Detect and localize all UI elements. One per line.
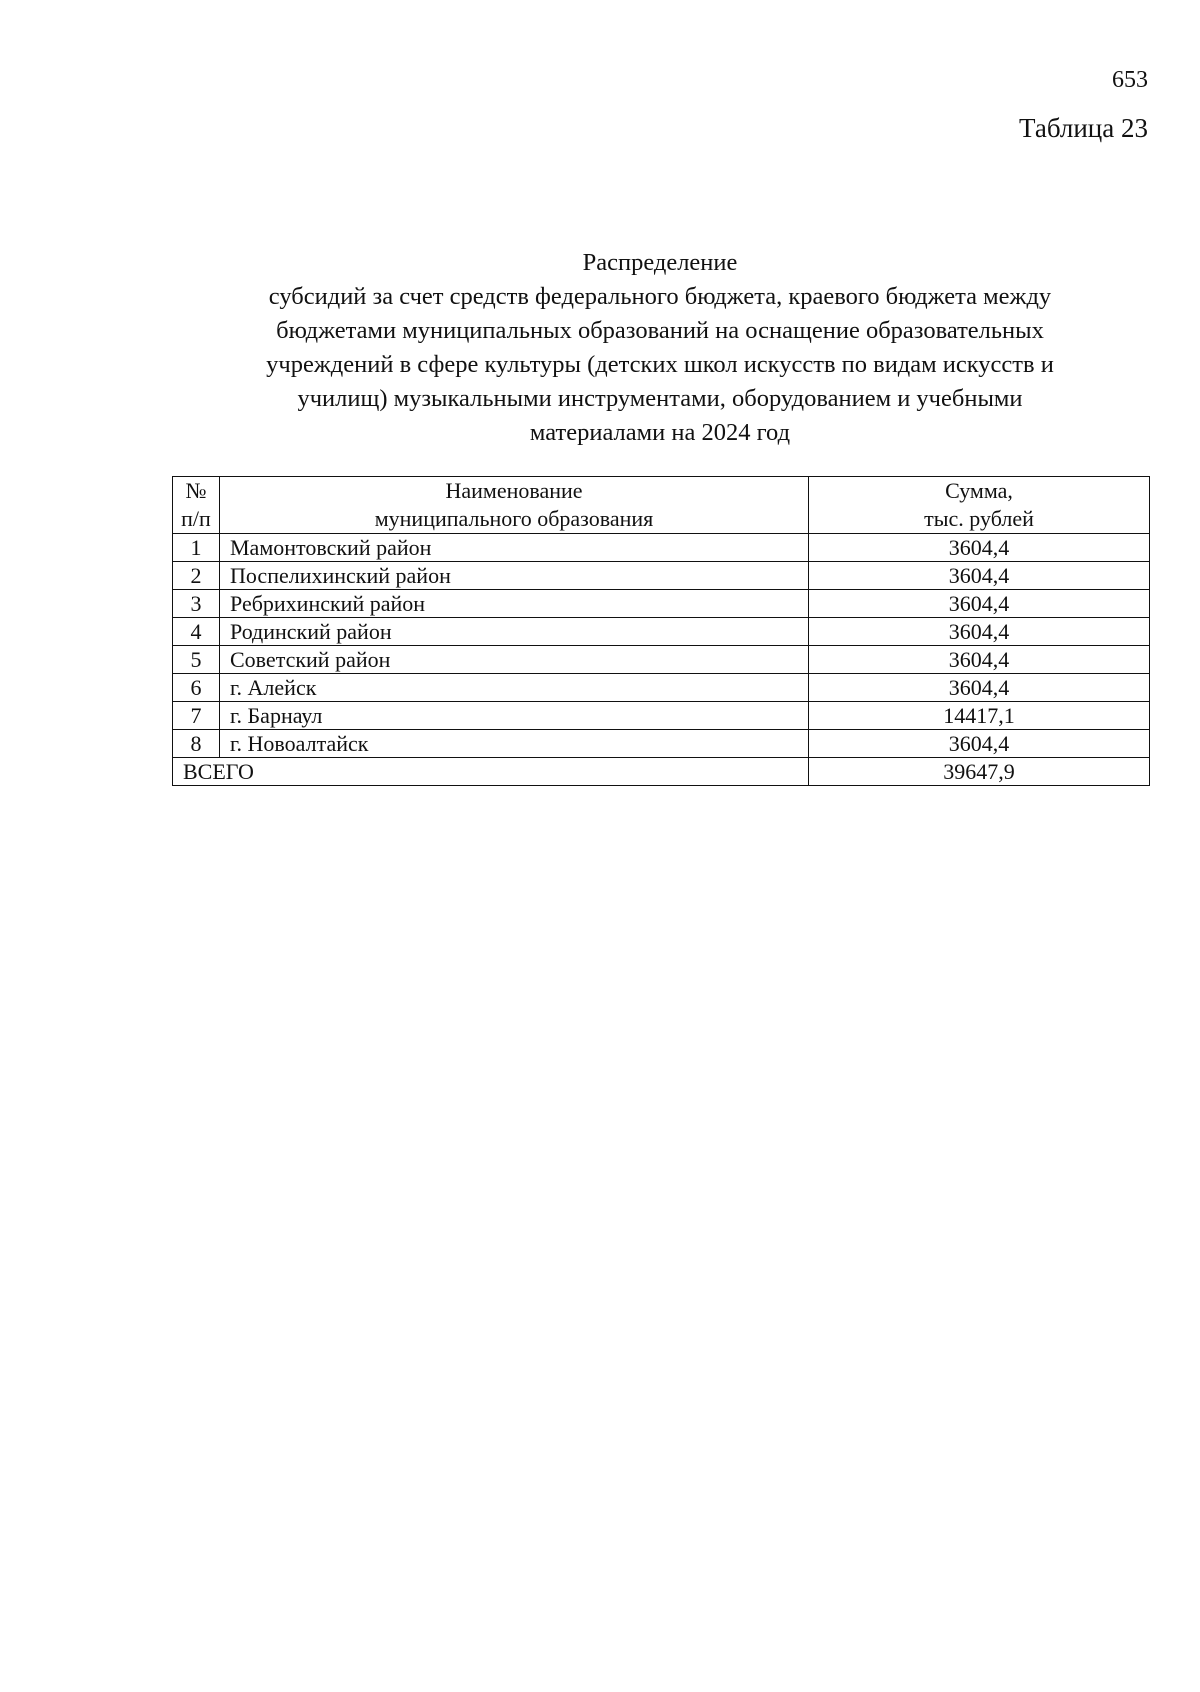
amount: 3604,4 (809, 674, 1150, 702)
amount: 3604,4 (809, 590, 1150, 618)
municipality-name: г. Алейск (220, 674, 809, 702)
header-number-line: п/п (181, 506, 211, 531)
amount: 3604,4 (809, 646, 1150, 674)
title-line: училищ) музыкальными инструментами, оборудованием и учебными (297, 385, 1023, 412)
header-sum-line: тыс. рублей (924, 506, 1034, 531)
table-row (173, 702, 1150, 730)
municipality-name: Ребрихинский район (220, 590, 809, 618)
municipality-name: г. Новоалтайск (220, 730, 809, 758)
row-number: 6 (173, 674, 220, 702)
row-number: 4 (173, 618, 220, 646)
table-row (173, 646, 1150, 674)
distribution-table (172, 476, 1150, 786)
header-number-line: № (185, 478, 207, 503)
total-label: ВСЕГО (173, 758, 809, 786)
header-name-line: Наименование (445, 478, 583, 503)
amount: 3604,4 (809, 730, 1150, 758)
table-row (173, 730, 1150, 758)
table-total-row (173, 758, 1150, 786)
amount: 3604,4 (809, 562, 1150, 590)
row-number: 8 (173, 730, 220, 758)
row-number: 5 (173, 646, 220, 674)
row-number: 2 (173, 562, 220, 590)
title-line: учреждений в сфере культуры (детских школ искусств по видам искусств и (266, 351, 1054, 378)
municipality-name: Поспелихинский район (220, 562, 809, 590)
row-number: 3 (173, 590, 220, 618)
row-number: 7 (173, 702, 220, 730)
document-title (170, 246, 1150, 450)
title-line: субсидий за счет средств федерального бюджета, краевого бюджета между (268, 283, 1052, 310)
table-row (173, 674, 1150, 702)
header-name (220, 477, 809, 534)
row-number: 1 (173, 534, 220, 562)
title-heading: Распределение (582, 249, 738, 276)
municipality-name: г. Барнаул (220, 702, 809, 730)
amount: 14417,1 (809, 702, 1150, 730)
page-number: 653 (1112, 67, 1148, 93)
table-caption: Таблица 23 (1019, 113, 1148, 143)
amount: 3604,4 (809, 618, 1150, 646)
table-row (173, 590, 1150, 618)
header-number (173, 477, 220, 534)
header-name-line: муниципального образования (374, 506, 654, 531)
total-amount: 39647,9 (809, 758, 1150, 786)
title-line: материалами на 2024 год (529, 419, 791, 446)
table-row (173, 562, 1150, 590)
table-row (173, 618, 1150, 646)
title-line: бюджетами муниципальных образований на оснащение образовательных (276, 317, 1044, 344)
municipality-name: Советский район (220, 646, 809, 674)
table-row (173, 534, 1150, 562)
table-header-row (173, 477, 1150, 534)
municipality-name: Родинский район (220, 618, 809, 646)
header-sum (809, 477, 1150, 534)
municipality-name: Мамонтовский район (220, 534, 809, 562)
header-sum-line: Сумма, (945, 478, 1013, 503)
amount: 3604,4 (809, 534, 1150, 562)
